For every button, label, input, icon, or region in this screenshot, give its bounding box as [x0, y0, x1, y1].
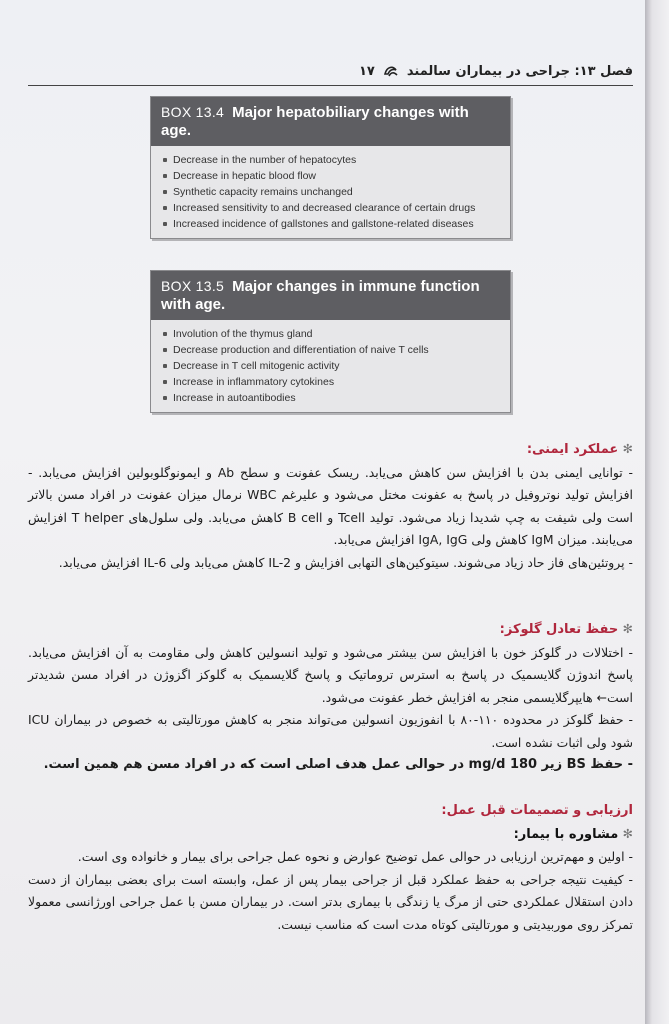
preop-paragraph-2: - کیفیت نتیجه جراحی به حفظ عملکرد قبل از جراحی بیمار پس از عمل، وابسته است برای بعضی بیماران از دست دادن استقلال عملکردی حتی از مرگ یا زندگی با بیماری بدتر است. در بیماران مسن با عمل جراحی اورژانسی معمولا تمرکز روی موربیدیتی و مورتالیتی کوتاه مدت است که مناسب نیست.	[28, 871, 633, 932]
asterisk-icon: ✻	[618, 621, 633, 636]
list-item: Increased incidence of gallstones and gallstone-related diseases	[161, 216, 500, 232]
box-13-4	[150, 96, 511, 239]
box-13-4-list	[151, 146, 510, 238]
box-13-4-title: Major hepatobiliary changes with age.	[161, 104, 469, 139]
glucose-heading: حفظ تعادل گلوکز:	[499, 622, 619, 637]
asterisk-icon: ✻	[618, 441, 633, 456]
preop-section	[28, 800, 633, 936]
list-item: Increase in autoantibodies	[161, 390, 500, 406]
preop-heading: ارزیابی و تصمیمات قبل عمل:	[441, 803, 633, 818]
preop-paragraph-1: - اولین و مهم‌ترین ارزیابی در حوالی عمل توضیح عوارض و نحوه عمل جراحی برای بیمار و خانواده وی است.	[77, 849, 633, 864]
list-item: Involution of the thymus gland	[161, 326, 500, 342]
list-item: Synthetic capacity remains unchanged	[161, 184, 500, 200]
box-13-5	[150, 270, 511, 413]
list-item: Decrease production and differentiation of naive T cells	[161, 342, 500, 358]
box-13-5-list	[151, 320, 510, 412]
immune-paragraph-2: - پروتئین‌های فاز حاد زیاد می‌شوند. سیتوکین‌های التهابی افزایش و IL-2 کاهش می‌یابد ولی IL-6 افزایش می‌یابد.	[58, 554, 633, 570]
box-13-4-header	[151, 97, 510, 146]
box-13-5-number: BOX 13.5	[161, 278, 225, 294]
glucose-paragraph-3: - حفظ BS زیر 180 mg/d در حوالی عمل هدف اصلی است که در افراد مسن هم همین است.	[43, 757, 633, 772]
immune-paragraph-1: - توانایی ایمنی بدن با افزایش سن کاهش می‌یابد. ریسک عفونت و سطح Ab و ایمونوگلوبولین افزایش می‌یابد. - افزایش تولید نوتروفیل در پاسخ به عفونت مختل می‌شود و علیرغم WBC نرمال میزان عفونت در افراد مسن بالاتر است ولی شیفت به چپ شدیدا زیاد می‌شود. تولید Tcell و B cell کاهش می‌یابد. ولی سلول‌های T helper افزایش می‌یابند. میزان IgM کاهش ولی IgA, IgG افزایش می‌یابد.	[28, 464, 634, 547]
adjacent-page-edge	[645, 0, 669, 1024]
immune-section	[28, 438, 633, 574]
box-13-5-title: Major changes in immune function with age.	[161, 278, 480, 313]
page-header	[28, 56, 633, 86]
box-13-4-number: BOX 13.4	[161, 104, 225, 120]
list-item: Decrease in the number of hepatocytes	[161, 152, 500, 168]
immune-heading: عملکرد ایمنی:	[526, 442, 619, 457]
box-13-5-header	[151, 271, 510, 320]
list-item: Decrease in T cell mitogenic activity	[161, 358, 500, 374]
page-number: ۱۷	[359, 63, 375, 79]
list-item: Increase in inflammatory cytokines	[161, 374, 500, 390]
header-rule	[28, 85, 633, 86]
preop-subheading: مشاوره با بیمار:	[513, 826, 619, 842]
glucose-paragraph-1: - اختلالات در گلوکز خون با افزایش سن بیشتر می‌شود و تولید انسولین کاهش ولی مقاومت به آن افزایش می‌یابد. پاسخ اندوژن گلایسمیک در پاسخ به استرس تروماتیک و پاسخ گلایسمیک به گلوکز اگزوژن در افراد مسن شدیدتر است← هایپرگلایسمی منجر به افزایش خطر عفونت می‌شود.	[28, 644, 633, 705]
chapter-title: فصل ۱۳: جراحی در بیماران سالمند	[406, 63, 633, 79]
list-item: Increased sensitivity to and decreased clearance of certain drugs	[161, 200, 500, 216]
asterisk-icon: ✻	[618, 825, 633, 841]
glucose-section	[28, 618, 633, 777]
glucose-paragraph-2: - حفظ گلوکز در محدوده ۱۱۰-۸۰ با انفوزیون انسولین می‌تواند منجر به کاهش مورتالیتی به خصوص در بیماران ICU شود ولی اثبات نشده است.	[28, 712, 634, 750]
list-item: Decrease in hepatic blood flow	[161, 168, 500, 184]
publisher-logo-icon	[383, 64, 399, 78]
